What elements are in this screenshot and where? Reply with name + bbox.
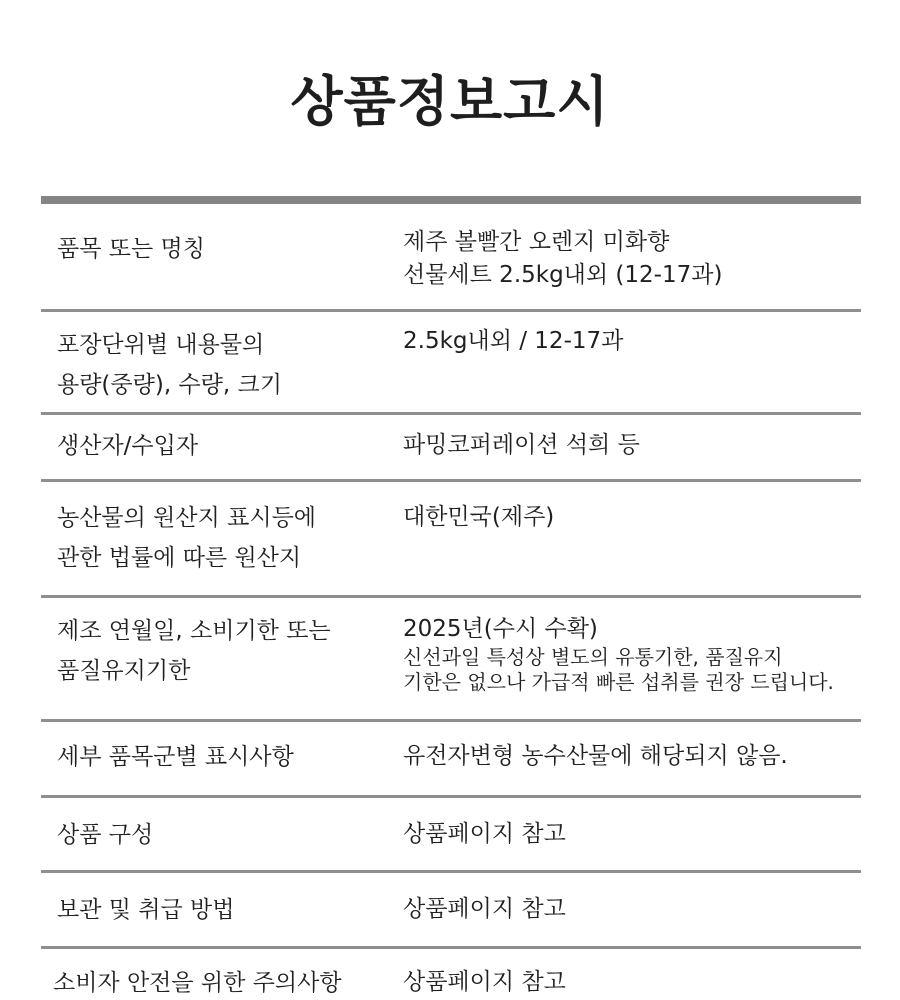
row-value-line: 상품페이지 참고 (403, 969, 566, 995)
table-row-composition (41, 798, 861, 873)
row-value (403, 204, 861, 309)
row-label (41, 312, 403, 412)
row-label-line: 소비자 안전을 위한 주의사항 (53, 970, 342, 996)
table-row-expiry (41, 598, 861, 722)
row-value-note: 신선과일 특성상 별도의 유통기한, 품질유지 (403, 645, 783, 669)
row-label-line: 포장단위별 내용물의 (57, 332, 265, 358)
row-value (403, 415, 861, 479)
row-label (41, 598, 403, 719)
table-row-category-notice (41, 722, 861, 798)
row-label-line: 세부 품목군별 표시사항 (57, 744, 294, 770)
page-title: 상품정보고시 (290, 70, 610, 133)
table-row-item-name (41, 204, 861, 312)
row-label-line: 품목 또는 명칭 (57, 236, 205, 262)
table-row-producer (41, 415, 861, 482)
row-value (403, 949, 861, 1000)
row-label (41, 873, 403, 946)
row-label-line: 제조 연월일, 소비기한 또는 (57, 618, 331, 644)
row-value-line: 상품페이지 참고 (403, 821, 566, 847)
row-label (41, 415, 403, 479)
row-value (403, 312, 861, 412)
row-value (403, 873, 861, 946)
product-info-table (41, 196, 861, 1000)
row-label-line: 관한 법률에 따른 원산지 (57, 545, 302, 571)
row-value-line: 대한민국(제주) (403, 504, 555, 530)
row-value-note: 기한은 없으나 가급적 빠른 섭취를 권장 드립니다. (403, 670, 834, 694)
row-value (403, 798, 861, 870)
row-value-line: 제주 볼빨간 오렌지 미화향 (403, 229, 670, 255)
table-row-storage (41, 873, 861, 949)
table-row-safety (41, 949, 861, 1000)
row-value (403, 482, 861, 595)
row-label-line: 생산자/수입자 (57, 433, 199, 459)
row-label-line: 상품 구성 (57, 822, 154, 848)
row-label (41, 798, 403, 870)
table-row-origin (41, 482, 861, 598)
row-label (41, 949, 403, 1000)
row-value-line: 유전자변형 농수산물에 해당되지 않음. (403, 743, 788, 769)
row-label-line: 품질유지기한 (57, 658, 191, 684)
row-value-line: 2.5kg내외 / 12-17과 (403, 328, 624, 354)
row-label-line: 용량(중량), 수량, 크기 (57, 372, 282, 398)
row-label-line: 농산물의 원산지 표시등에 (57, 505, 317, 531)
row-value-line: 2025년(수시 수확) (403, 616, 598, 642)
row-value (403, 598, 861, 719)
table-row-capacity (41, 312, 861, 415)
row-value (403, 722, 861, 795)
row-label (41, 204, 403, 309)
row-label-line: 보관 및 취급 방법 (57, 897, 235, 923)
row-value-line: 파밍코퍼레이션 석희 등 (403, 432, 640, 458)
row-label (41, 722, 403, 795)
row-value-line: 상품페이지 참고 (403, 896, 566, 922)
row-value-line: 선물세트 2.5kg내외 (12-17과) (403, 262, 723, 288)
row-label (41, 482, 403, 595)
